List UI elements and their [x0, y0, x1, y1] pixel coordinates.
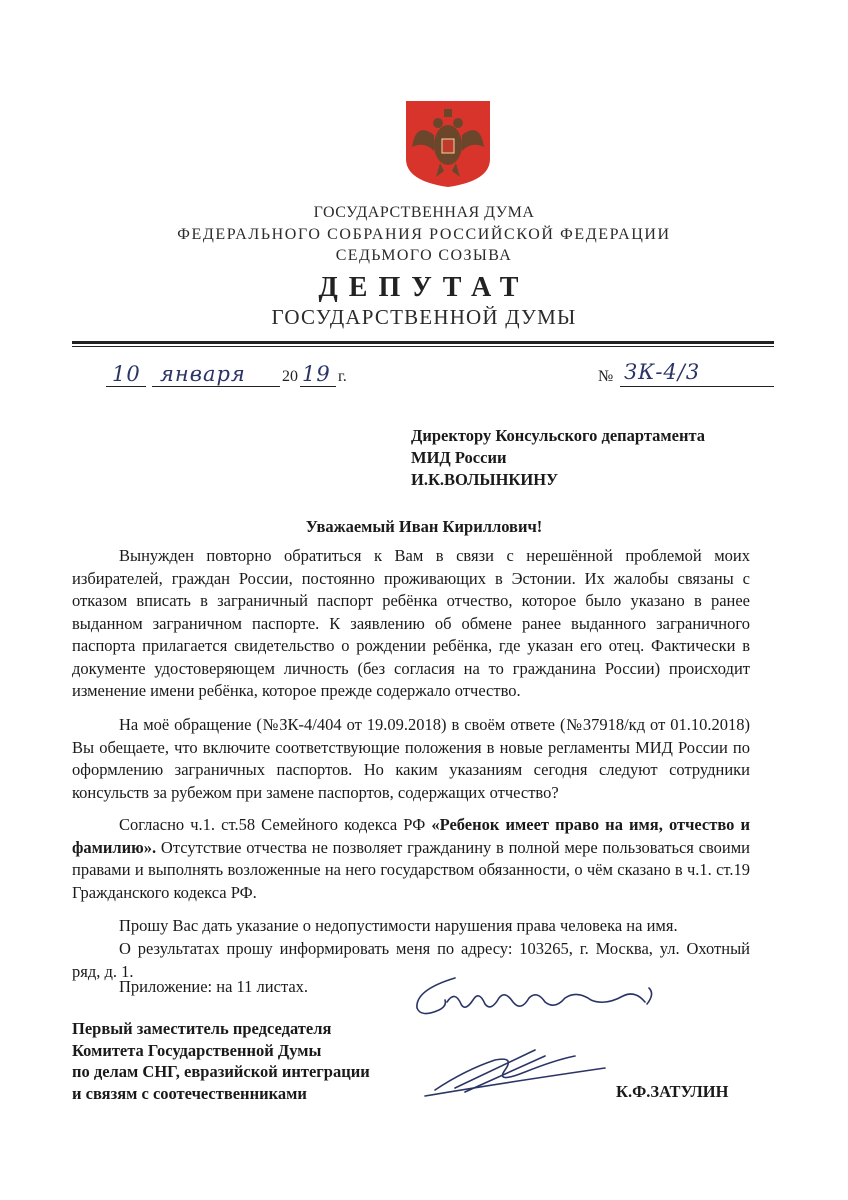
addressee-line-2: МИД России	[411, 448, 507, 467]
signer-position-line-1: Первый заместитель председателя	[72, 1019, 332, 1038]
reg-number-underline	[620, 386, 774, 387]
date-year-prefix: 20	[282, 368, 298, 385]
body-paragraph-2: На моё обращение (№ЗК-4/404 от 19.09.2018) в своём ответе (№37918/кд от 01.10.2018) Вы обещаете, что включите соответствующие положения в новые регламенты МИД России по оформлению заграничных паспортов. Но каким указаниям сегодня следуют сотрудники консульств за рубежом при замене паспортов, содержащих отчество?	[72, 715, 750, 802]
coat-of-arms-icon	[406, 101, 490, 187]
header-rule-thick	[72, 341, 774, 344]
body-paragraph-1: Вынужден повторно обратиться к Вам в связи с нерешённой проблемой моих избирателей, граждан России, постоянно проживающих в Эстонии. Их жалобы связаны с отказом вписать в заграничный паспорт ребёнка отчество, которое было указано в ранее выданном заграничном паспорте. К заявлению об обмене ранее выданного заграничного паспорта прилагается свидетельство о рождении ребёнка, где указан его отец. Фактически в документе удостоверяющем личность (без согласия на то гражданина России) происходит изменение имени ребёнка, которое прежде содержало отчество.	[72, 546, 750, 700]
body-paragraph-3: Согласно ч.1. ст.58 Семейного кодекса РФ «Ребенок имеет право на имя, отчество и фамилию». Отсутствие отчества не позволяет гражданину в полной мере пользоваться своими правами и выполнять возложенные на него государством обязанности, о чём сказано в ч.1. ст.19 Гражданского кодекса РФ.	[72, 815, 750, 902]
reg-number-label: №	[598, 368, 614, 385]
reg-number: ЗК-4/3	[624, 360, 701, 384]
date-day-underline	[106, 386, 146, 387]
signer-position-line-4: и связям с соотечественниками	[72, 1083, 307, 1103]
header-rule-thin	[72, 346, 774, 347]
addressee-line-1: Директору Консульского департамента	[411, 426, 706, 445]
salutation: Уважаемый Иван Кириллович!	[305, 517, 543, 536]
signer-position-line-2: Комитета Государственной Думы	[72, 1040, 322, 1060]
date-year-unit: г.	[338, 368, 347, 385]
quoted-law: «Ребенок имеет право на имя, отчество и фамилию».	[72, 815, 750, 857]
signer-name: К.Ф.ЗАТУЛИН	[616, 1082, 729, 1101]
addressee-block	[411, 425, 705, 491]
body-paragraph-5: О результатах прошу информировать меня по адресу: 103265, г. Москва, ул. Охотный ряд, д. 1.	[72, 939, 750, 981]
body-paragraph-4: Прошу Вас дать указание о недопустимости нарушения права человека на имя.	[119, 916, 678, 935]
letterhead-subtitle: ГОСУДАРСТВЕННОЙ ДУМЫ	[271, 305, 577, 329]
date-month-underline	[152, 386, 280, 387]
date-day: 10	[112, 362, 141, 386]
signer-position-block	[72, 1018, 370, 1104]
date-year-underline	[300, 386, 336, 387]
letterhead-line-3: СЕДЬМОГО СОЗЫВА	[335, 247, 513, 264]
letterhead-title: ДЕПУТАТ	[318, 272, 530, 303]
signer-position-line-3: по делам СНГ, евразийской интеграции	[72, 1062, 370, 1081]
attachment-note: Приложение: на 11 листах.	[119, 977, 309, 996]
letterhead-line-1: ГОСУДАРСТВЕННАЯ ДУМА	[313, 204, 535, 221]
letterhead-line-2: ФЕДЕРАЛЬНОГО СОБРАНИЯ РОССИЙСКОЙ ФЕДЕРАЦИИ	[177, 226, 671, 243]
addressee-line-3: И.К.ВОЛЫНКИНУ	[411, 470, 559, 489]
date-year-suffix: 19	[302, 362, 331, 386]
date-month: января	[160, 362, 246, 386]
